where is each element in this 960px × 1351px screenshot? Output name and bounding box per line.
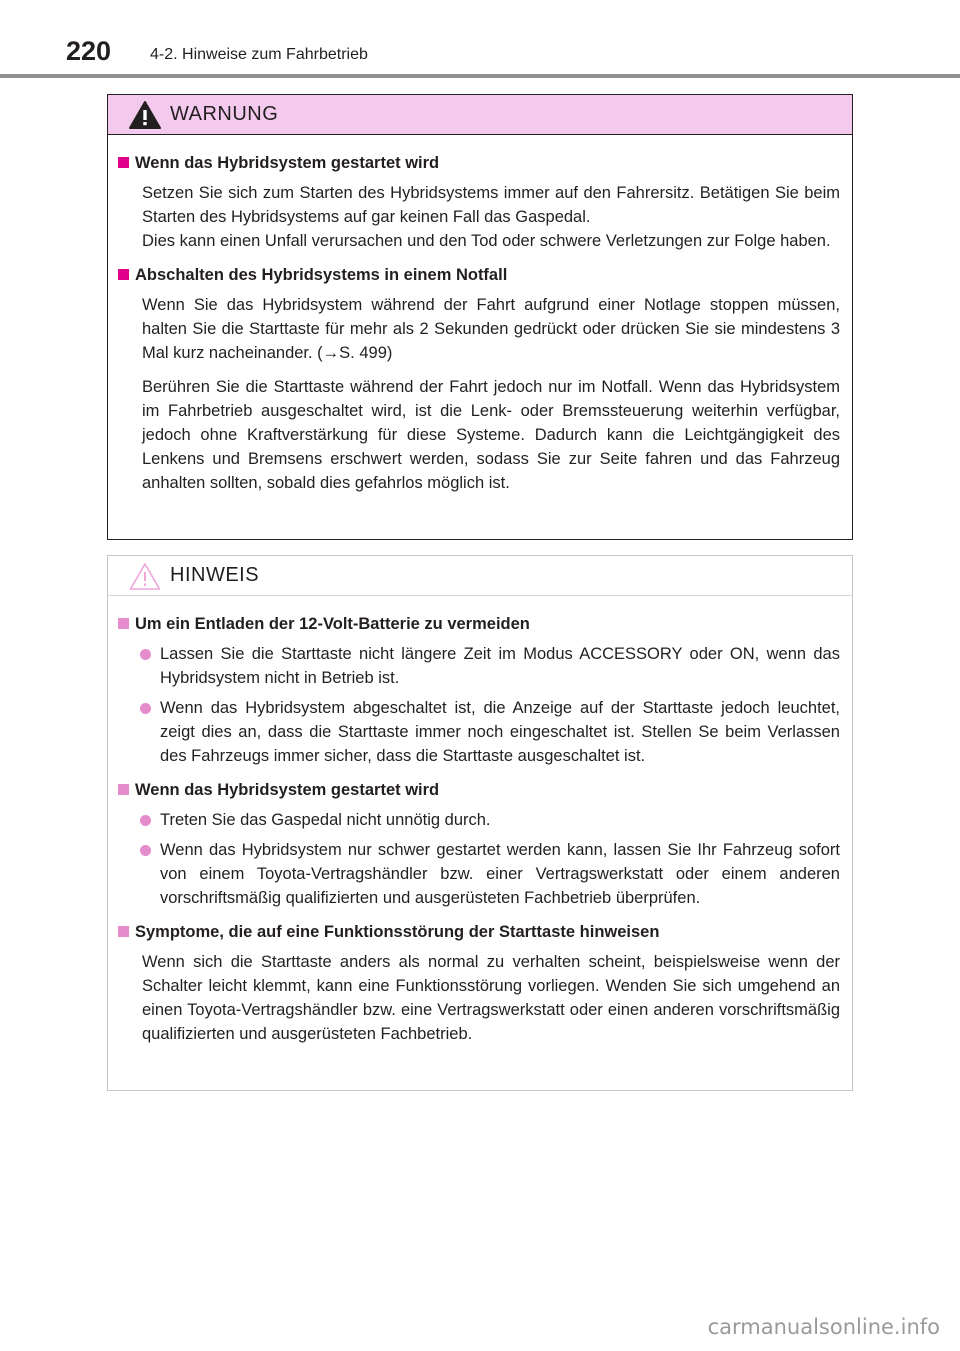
page-number: 220 [66, 36, 112, 66]
section-heading: Um ein Entladen der 12-Volt-Batterie zu vermeiden [135, 615, 530, 633]
warning-section-title [118, 263, 840, 287]
notice-section-title [118, 778, 840, 802]
list-item-text: Lassen Sie die Starttaste nicht längere Zeit im Modus ACCESSORY oder ON, wenn das Hybridsystem nicht in Betrieb ist. [160, 645, 840, 687]
section-heading: Wenn das Hybridsystem gestartet wird [135, 781, 440, 799]
paragraph: Setzen Sie sich zum Starten des Hybridsystems immer auf den Fahrersitz. Betätigen Sie beim Starten des Hybridsystems auf gar keinen Fall das Gaspedal. [142, 184, 840, 226]
list-item-text: Wenn das Hybridsystem abgeschaltet ist, die Anzeige auf der Starttaste jedoch leuchtet, zeigt dies an, dass die Starttaste immer noch eingeschaltet ist. Stellen Se beim Verlassen des Fahrzeugs immer sicher, dass die Starttaste ausgeschaltet ist. [160, 699, 840, 765]
watermark: carmanualsonline.info [707, 1315, 940, 1339]
notice-header [108, 556, 852, 596]
list-item [140, 838, 840, 910]
warning-box [107, 94, 853, 540]
square-bullet-icon [118, 926, 129, 937]
notice-body [108, 596, 852, 1046]
notice-section-title [118, 612, 840, 636]
circle-bullet-icon [140, 815, 151, 826]
paragraph: Wenn sich die Starttaste anders als normal zu verhalten scheint, beispielsweise wenn der Schalter leicht klemmt, kann eine Funktionsstörung vorliegen. Wenden Sie sich umgehend an einen Toyota-Vertragshändler bzw. eine Vertragswerkstatt oder einen anderen vorschriftsmäßig qualifizierten und ausgerüsteten Fachbetrieb. [142, 953, 840, 1043]
circle-bullet-icon [140, 845, 151, 856]
square-bullet-icon [118, 269, 129, 280]
warning-section-title [118, 151, 840, 175]
paragraph: Wenn Sie das Hybridsystem während der Fahrt aufgrund einer Notlage stoppen müssen, halten Sie die Starttaste für mehr als 2 Sekunden gedrückt oder drücken Sie sie mindestens 3 Mal kurz nacheinander. (→S. 499) [142, 296, 840, 362]
warning-body [108, 135, 852, 495]
section-heading: Wenn das Hybridsystem gestartet wird [135, 154, 440, 172]
warning-triangle-icon [128, 100, 162, 130]
warning-triangle-outline-icon [128, 561, 162, 591]
section-heading: Abschalten des Hybridsystems in einem Notfall [135, 266, 508, 284]
section-title: 4-2. Hinweise zum Fahrbetrieb [150, 46, 368, 63]
notice-label: HINWEIS [170, 564, 260, 586]
header-divider [0, 74, 960, 78]
section-heading: Symptome, die auf eine Funktionsstörung der Starttaste hinweisen [135, 923, 660, 941]
warning-header [108, 95, 852, 135]
list-item [140, 642, 840, 690]
paragraph: Dies kann einen Unfall verursachen und den Tod oder schwere Verletzungen zur Folge haben. [142, 232, 831, 250]
square-bullet-icon [118, 618, 129, 629]
list-item [140, 808, 840, 832]
notice-section-title [118, 920, 840, 944]
square-bullet-icon [118, 784, 129, 795]
page-header [0, 0, 960, 80]
paragraph: Berühren Sie die Starttaste während der Fahrt jedoch nur im Notfall. Wenn das Hybridsystem im Fahrbetrieb ausgeschaltet wird, ist die Lenk- oder Bremssteuerung weiterhin verfügbar, jedoch ohne Kraftverstärkung für diese Systeme. Dadurch kann die Leichtgängigkeit des Lenkens und Bremsens erschwert werden, sodass Sie zur Seite fahren und das Fahrzeug anhalten sollten, sobald dies gefahrlos möglich ist. [142, 378, 840, 492]
circle-bullet-icon [140, 703, 151, 714]
list-item [140, 696, 840, 768]
notice-box [107, 555, 853, 1091]
list-item-text: Treten Sie das Gaspedal nicht unnötig durch. [160, 811, 491, 829]
square-bullet-icon [118, 157, 129, 168]
circle-bullet-icon [140, 649, 151, 660]
list-item-text: Wenn das Hybridsystem nur schwer gestartet werden kann, lassen Sie Ihr Fahrzeug sofort von einem Toyota-Vertragshändler bzw. einer Vertragswerkstatt oder einem anderen vorschriftsmäßig qualifizierten und ausgerüsteten Fachbetrieb überprüfen. [160, 841, 840, 907]
warning-label: WARNUNG [170, 103, 279, 125]
